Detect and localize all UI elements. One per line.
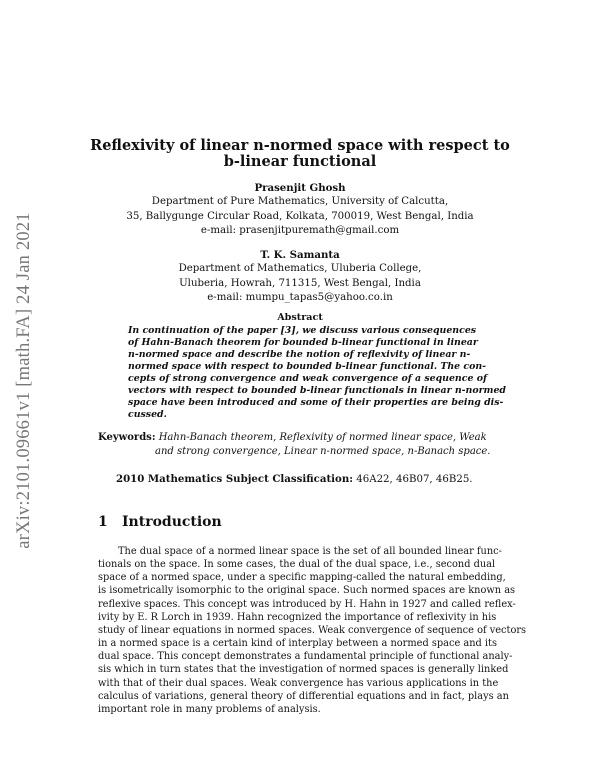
author-address: 35, Ballygunge Circular Road, Kolkata, 700019, West Bengal, India (126, 210, 474, 222)
paragraph-line: calculus of variations, general theory of differential equations and in fact, plays an (98, 690, 509, 702)
paragraph-line: study of linear equations in normed spaces. Weak convergence of sequence of vectors (98, 624, 527, 636)
paragraph-line: reflexive spaces. This concept was introduced by H. Hahn in 1927 and called reflex- (98, 598, 516, 610)
section-title: Introduction (122, 514, 222, 530)
title-line-2: b-linear functional (223, 153, 377, 170)
abstract-line: cussed. (128, 409, 167, 421)
paragraph-line: sis which in turn states that the investigation of normed spaces is generally linked (98, 664, 509, 676)
abstract-line: normed space with respect to bounded b-linear functional. The con- (128, 361, 487, 373)
author-affiliation: Department of Mathematics, Uluberia College, (178, 263, 422, 275)
paragraph-line: with that of their dual spaces. Weak convergence has various applications in the (98, 677, 499, 689)
author-address: Uluberia, Howrah, 711315, West Bengal, India (179, 277, 421, 289)
arxiv-identifier: arXiv:2101.09661v1 [math.FA] 24 Jan 2021 (13, 211, 34, 549)
keywords-text: Hahn-Banach theorem, Reflexivity of normed linear space, Weak (158, 432, 487, 443)
paragraph-line: space of a normed space, under a specific mapping-called the natural embedding, (98, 572, 506, 584)
msc-label: 2010 Mathematics Subject Classification: (116, 473, 353, 485)
abstract-line: cepts of strong convergence and weak convergence of a sequence of (128, 373, 487, 385)
abstract-heading: Abstract (277, 312, 323, 323)
keywords-line-1 (98, 431, 498, 445)
paragraph-line: is isometrically isomorphic to the original space. Such normed spaces are known as (98, 585, 516, 597)
paragraph-line: in a normed space is a certain kind of interplay between a normed space and its (98, 638, 498, 650)
paragraph-line: tionals on the space. In some cases, the dual of the dual space, i.e., second dual (98, 559, 496, 571)
abstract-line: space have been introduced and some of their properties are being dis- (128, 397, 504, 409)
section-heading (98, 514, 222, 530)
author-email: e-mail: prasenjitpuremath@gmail.com (200, 225, 400, 237)
arxiv-stamp (6, 185, 42, 575)
msc-classification (116, 473, 496, 485)
abstract-line: In continuation of the paper [3], we discuss various consequences (128, 325, 477, 336)
paragraph-line: ivity by E. R Lorch in 1939. Hahn recognized the importance of reflexivity in his (98, 611, 497, 623)
author-name: Prasenjit Ghosh (254, 182, 346, 194)
paragraph-line: dual space. This concept demonstrates a fundamental principle of functional analy- (98, 651, 513, 663)
abstract-line: vectors with respect to bounded b-linear functionals in linear n-normed (128, 385, 506, 397)
keywords (98, 431, 498, 458)
paper-title (90, 138, 510, 170)
msc-codes: 46A22, 46B07, 46B25. (356, 474, 473, 485)
title-line-1: Reflexivity of linear n-normed space with respect to (90, 137, 510, 154)
paragraph-line: The dual space of a normed linear space is the set of all bounded linear func- (118, 546, 502, 557)
keywords-label: Keywords: (98, 432, 156, 443)
abstract-line: n-normed space and describe the notion of reflexivity of linear n- (128, 349, 471, 361)
author-block-2 (90, 248, 510, 306)
abstract-body (128, 325, 506, 421)
section-number: 1 (98, 514, 108, 530)
author-name: T. K. Samanta (260, 249, 340, 261)
author-affiliation: Department of Pure Mathematics, University of Calcutta, (151, 196, 449, 208)
abstract-line: of Hahn-Banach theorem for bounded b-linear functional in linear (128, 337, 478, 349)
intro-paragraph (98, 545, 527, 716)
paragraph-line: important role in many problems of analysis. (98, 703, 321, 715)
keywords-line-2: and strong convergence, Linear n-normed space, n-Banach space. (155, 445, 491, 457)
author-block-1 (90, 181, 510, 239)
author-email: e-mail: mumpu_tapas5@yahoo.co.in (207, 292, 393, 304)
